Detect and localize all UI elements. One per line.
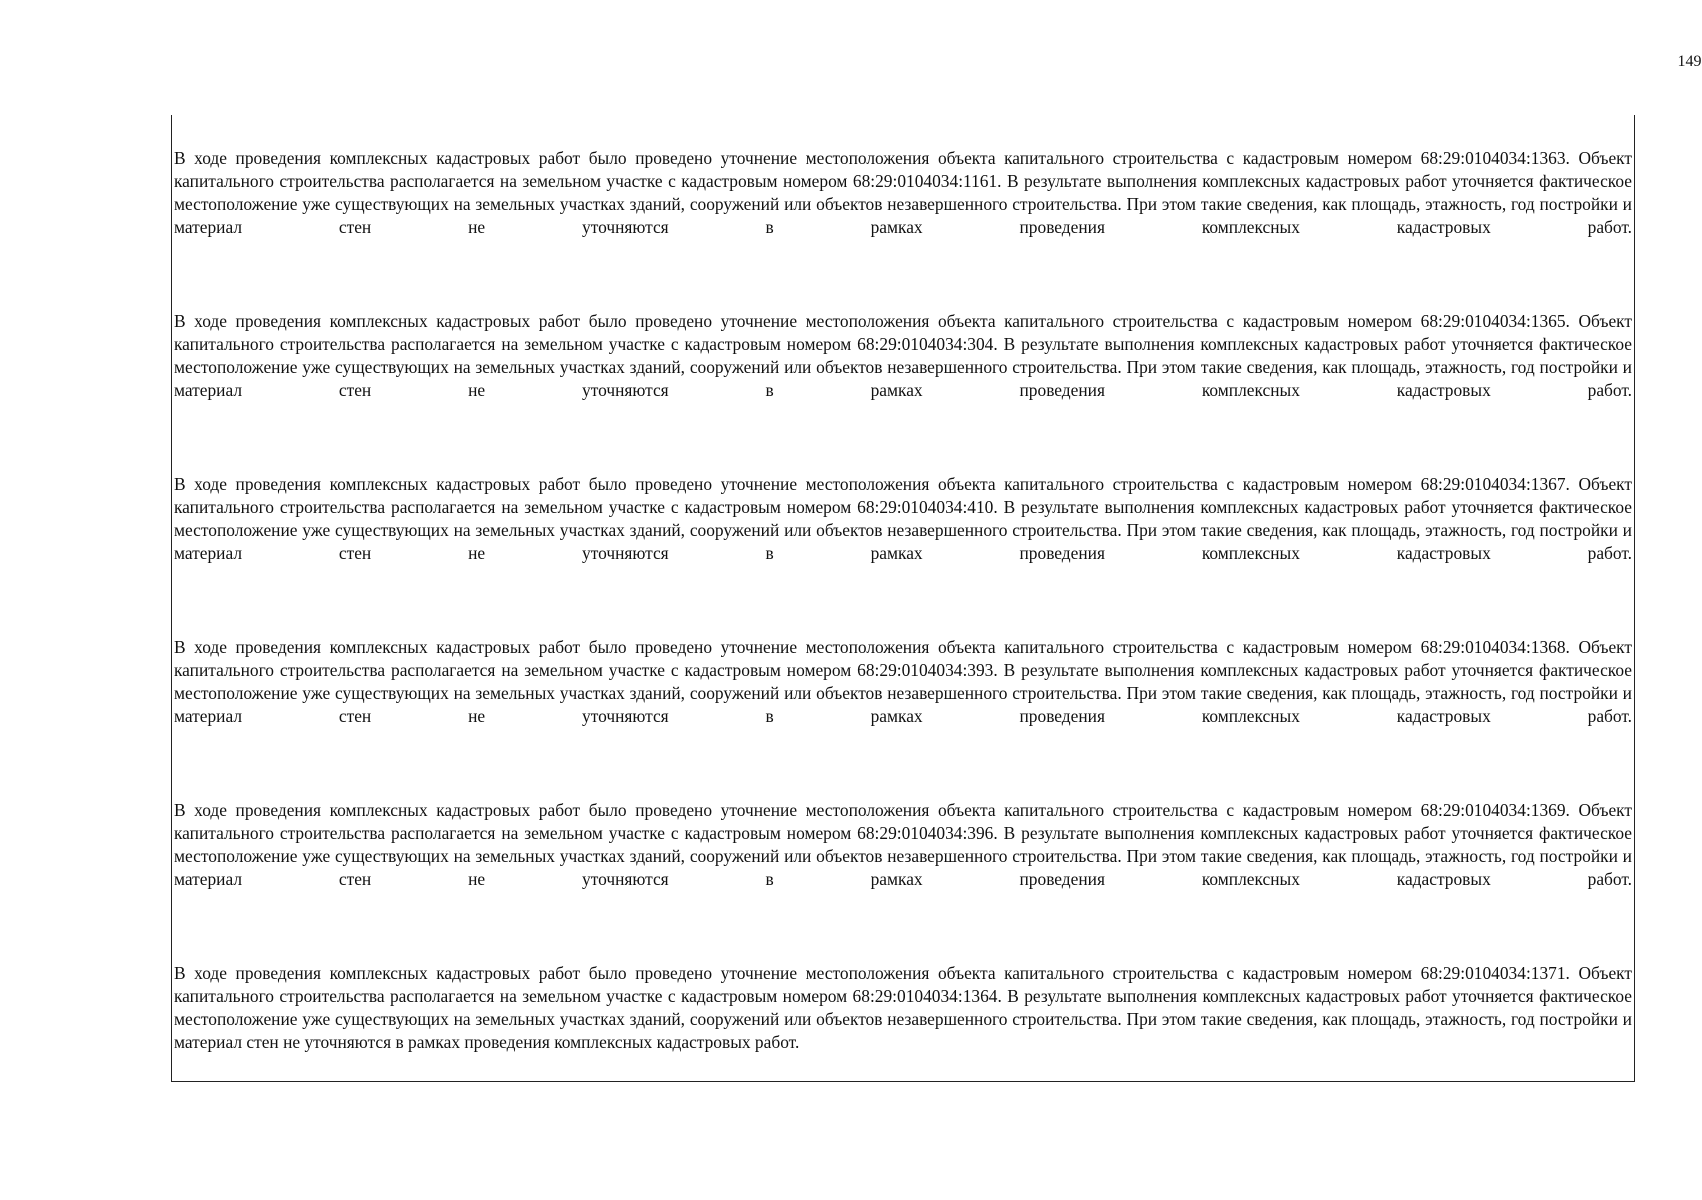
cadastral-entry: В ходе проведения комплексных кадастровых работ было проведено уточнение местоположения объекта капитального строительства с кадастровым номером 68:29:0104034:1368. Объект капитального строительства располагается на земельном участке с кадастровым номером 68:29:0104034:393. В результате выполнения комплексных кадастровых работ уточняется фактическое местоположение уже существующих на земельных участках зданий, сооружений или объектов незавершенного строительства. При этом такие сведения, как площадь, этажность, год постройки и материал стен не уточняются в рамках проведения комплексных кадастровых работ. [174,637,1632,726]
cadastral-entry: В ходе проведения комплексных кадастровых работ было проведено уточнение местоположения объекта капитального строительства с кадастровым номером 68:29:0104034:1369. Объект капитального строительства располагается на земельном участке с кадастровым номером 68:29:0104034:396. В результате выполнения комплексных кадастровых работ уточняется фактическое местоположение уже существующих на земельных участках зданий, сооружений или объектов незавершенного строительства. При этом такие сведения, как площадь, этажность, год постройки и материал стен не уточняются в рамках проведения комплексных кадастровых работ. [174,800,1632,889]
page-number-text: 149 [1677,53,1702,70]
cadastral-entry: В ходе проведения комплексных кадастровых работ было проведено уточнение местоположения объекта капитального строительства с кадастровым номером 68:29:0104034:1363. Объект капитального строительства располагается на земельном участке с кадастровым номером 68:29:0104034:1161. В результате выполнения комплексных кадастровых работ уточняется фактическое местоположение уже существующих на земельных участках зданий, сооружений или объектов незавершенного строительства. При этом такие сведения, как площадь, этажность, год постройки и материал стен не уточняются в рамках проведения комплексных кадастровых работ. [174,148,1632,237]
cadastral-entry: В ходе проведения комплексных кадастровых работ было проведено уточнение местоположения объекта капитального строительства с кадастровым номером 68:29:0104034:1371. Объект капитального строительства располагается на земельном участке с кадастровым номером 68:29:0104034:1364. В результате выполнения комплексных кадастровых работ уточняется фактическое местоположение уже существующих на земельных участках зданий, сооружений или объектов незавершенного строительства. При этом такие сведения, как площадь, этажность, год постройки и материал стен не уточняются в рамках проведения комплексных кадастровых работ. [174,963,1632,1052]
entries-list [174,147,1632,1054]
page-number [0,52,1702,72]
cadastral-entry: В ходе проведения комплексных кадастровых работ было проведено уточнение местоположения объекта капитального строительства с кадастровым номером 68:29:0104034:1367. Объект капитального строительства располагается на земельном участке с кадастровым номером 68:29:0104034:410. В результате выполнения комплексных кадастровых работ уточняется фактическое местоположение уже существующих на земельных участках зданий, сооружений или объектов незавершенного строительства. При этом такие сведения, как площадь, этажность, год постройки и материал стен не уточняются в рамках проведения комплексных кадастровых работ. [174,474,1632,563]
table-cell-frame [171,115,1635,1082]
cadastral-entry: В ходе проведения комплексных кадастровых работ было проведено уточнение местоположения объекта капитального строительства с кадастровым номером 68:29:0104034:1365. Объект капитального строительства располагается на земельном участке с кадастровым номером 68:29:0104034:304. В результате выполнения комплексных кадастровых работ уточняется фактическое местоположение уже существующих на земельных участках зданий, сооружений или объектов незавершенного строительства. При этом такие сведения, как площадь, этажность, год постройки и материал стен не уточняются в рамках проведения комплексных кадастровых работ. [174,311,1632,400]
